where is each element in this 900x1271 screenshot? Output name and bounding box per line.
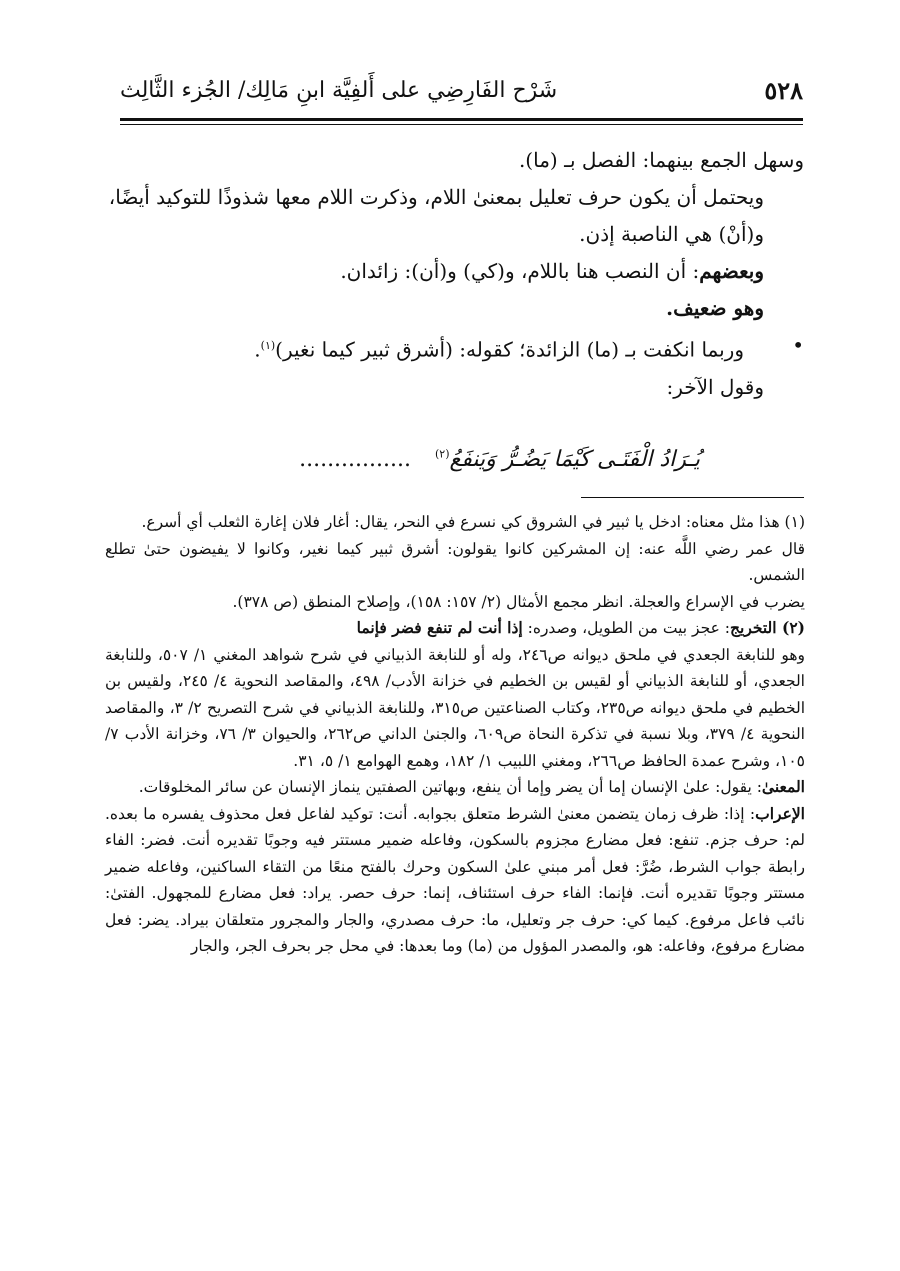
footnote-ref: (١) <box>260 339 276 352</box>
poetry-verse <box>172 447 700 472</box>
bullet-icon: • <box>792 333 804 357</box>
running-title: شَرْح الفَارِضِي على أَلفِيَّة ابنِ مَالِك/ الجُزء الثَّالِث <box>120 78 558 103</box>
bold-lead: وبعضهم <box>699 259 764 283</box>
main-text <box>108 142 804 406</box>
footnote-text: : عجز بيت من الطويل، وصدره: <box>522 619 730 637</box>
body-text: : أن النصب هنا باللام، و(كي) و(أن): زائدان. <box>340 259 700 283</box>
footnote-2-cont: وهو للنابغة الجعدي في ملحق ديوانه ص٢٤٦، وله أو للنابغة الذبياني في شرح شواهد المغني ١/ ٥٠٧، وللنابغة الجعدي، أو للنابغة الذبياني أو لقيس بن الخطيم في خزانة الأدب/ ٤٩٨، والمقاصد النحوية ٤/ ٢٤٥، ولقيس بن الخطيم في ملحق ديوانه ص٢٣٥، وكتاب الصناعتين ص٣١٥، وللنابغة الذبياني في شرح التصريح ٢/ ٣، والمقاصد النحوية ٤/ ٣٧٩، وبلا نسبة في تذكرة النحاة ص٦٠٩، والجنىٰ الداني ص٢٦٢، والحيوان ٣/ ٧٦، وخزانة الأدب ٧/ ١٠٥، وشرح عمدة الحافظ ص٢٦٦، ومغني اللبيب ١/ ١٨٢، وهمع الهوامع ١/ ٥، ٣١. <box>105 645 805 770</box>
footnote-bold: إذا أنت لم تنفع فضر فإنما <box>356 618 523 637</box>
bullet-line <box>108 327 804 369</box>
body-text: . <box>254 337 261 362</box>
page-header <box>120 76 803 116</box>
header-rule-thin <box>120 124 803 125</box>
verse-hemistich: يُـرَادُ الْفَتَـى كَيْمَا يَضُـرُّ وَيَنفَعُ <box>449 447 700 472</box>
body-line: وسهل الجمع بينهما: الفصل بـ (ما). <box>518 148 804 172</box>
footnote-ref: (٢) <box>434 447 450 461</box>
footnote-separator <box>581 497 804 498</box>
footnote-text: : يقول: علىٰ الإنسان إما أن يضر وإما أن ينفع، وبهاتين الصفتين ينماز الإنسان عن سائر المخلوقات. <box>138 778 762 796</box>
footnote-lead: (٢) التخريج <box>730 618 805 637</box>
page-number: ٥٢٨ <box>764 76 803 105</box>
footnotes <box>105 509 805 960</box>
body-line: وهو ضعيف. <box>666 296 764 320</box>
body-paragraph: ويحتمل أن يكون حرف تعليل بمعنىٰ اللام، وذكرت اللام معها شذوذًا للتوكيد أيضًا، و(أنْ) هي الناصبة إذن. <box>108 185 764 246</box>
body-line: وقول الآخر: <box>666 374 764 399</box>
footnote-text: : إذا: ظرف زمان يتضمن معنىٰ الشرط متعلق بجوابه. أنت: توكيد لفاعل فعل محذوف يفسره ما بعده. لم: حرف جزم. تنفع: فعل مضارع مجزوم بالسكون، وفاعله ضمير مستتر فيه وجوبًا تقديره أنت. فضر: الفاء رابطة جواب الشرط، ضُرَّ: فعل أمر مبني علىٰ السكون وحرك بالفتح منعًا من التقاء الساكنين، وفاعله ضمير مستتر وجوبًا تقديره أنت. فإنما: الفاء حرف استئناف، إنما: حرف حصر. يراد: فعل مضارع للمجهول. الفتىٰ: نائب فاعل مرفوع. كيما كي: حرف جر وتعليل، ما: حرف مصدري، والجار والمجرور متعلقان بيراد. يضر: فعل مضارع مرفوع، وفاعله: هو، والمصدر المؤول من (ما) وما بعدها: في محل جر بحرف الجر، والجار <box>105 804 805 955</box>
footnote-1: (١) هذا مثل معناه: ادخل يا ثبير في الشروق كي نسرع في النحر، يقال: أغار فلان إغارة الثعلب أي أسرع. <box>141 513 805 531</box>
verse-ellipsis: ................ <box>299 447 411 472</box>
footnote-irab <box>105 801 805 960</box>
footnote-1-cont: يضرب في الإسراع والعجلة. انظر مجمع الأمثال (٢/ ١٥٧: ١٥٨)، وإصلاح المنطق (ص ٣٧٨). <box>232 592 805 611</box>
footnote-meaning <box>105 774 805 801</box>
footnote-1-cont: قال عمر رضي اللَّه عنه: إن المشركين كانوا يقولون: أشرق ثبير كيما نغير، وكانوا لا يفيضون حتىٰ تطلع الشمس. <box>105 539 805 584</box>
body-line <box>108 253 804 290</box>
footnote-lead: المعنىٰ <box>761 777 805 796</box>
footnote-2 <box>105 615 805 642</box>
body-text: وربما انكفت بـ (ما) الزائدة؛ كقوله: (أشرق ثبير كيما نغير) <box>275 337 744 362</box>
footnote-lead: الإعراب <box>755 803 805 823</box>
header-rule-thick <box>120 118 803 121</box>
